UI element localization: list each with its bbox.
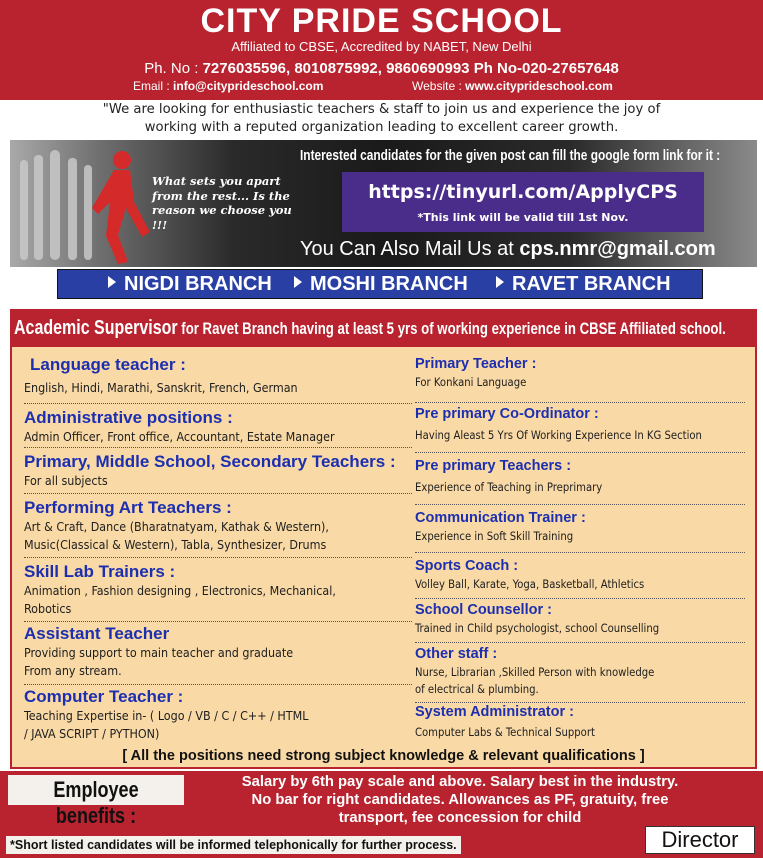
position-desc: For all subjects	[24, 473, 108, 488]
phone-list: 7276035596, 8010875992, 9860690993	[202, 60, 470, 77]
position-desc: Nurse, Librarian ,Skilled Person with knowledge of electrical & plumbing.	[415, 666, 655, 696]
position-item	[415, 553, 745, 599]
position-title: Primary Teacher :	[415, 356, 537, 372]
position-title: Pre primary Co-Ordinator :	[415, 406, 599, 422]
position-title: Sports Coach :	[415, 558, 519, 574]
positions-panel	[10, 309, 757, 769]
intro-text	[0, 101, 763, 137]
position-title: Computer Teacher :	[24, 687, 184, 706]
position-desc: Admin Officer, Front office, Accountant, Estate Manager	[24, 429, 335, 444]
position-item	[24, 494, 412, 558]
position-item	[415, 599, 745, 643]
position-desc: English, Hindi, Marathi, Sanskrit, French, German	[24, 380, 298, 395]
position-desc: Teaching Expertise in- ( Logo / VB / C / C++ / HTML / JAVA SCRIPT / PYTHON)	[24, 708, 309, 741]
position-desc: Computer Labs & Technical Support	[415, 726, 595, 739]
position-desc: Providing support to main teacher and graduate From any stream.	[24, 645, 294, 678]
triangle-right-icon	[496, 276, 504, 288]
phone-label: Ph. No :	[144, 60, 199, 77]
branch-moshi: MOSHI BRANCH	[294, 273, 468, 296]
position-item	[415, 505, 745, 553]
website-link[interactable]: www.cityprideschool.com	[465, 79, 613, 93]
position-item	[24, 404, 412, 448]
qualification-note: [ All the positions need strong subject knowledge & relevant qualifications ]	[122, 748, 645, 764]
intro-line-1: "We are looking for enthusiastic teachers & staff to join us and experience the joy of	[102, 102, 661, 117]
mail-prefix: You Can Also Mail Us at	[300, 238, 514, 260]
phone-numbers	[0, 58, 763, 80]
position-item	[24, 558, 412, 622]
position-item	[415, 453, 745, 505]
position-desc: Experience of Teaching in Preprimary	[415, 481, 603, 494]
benefits-label: Employee benefits :	[8, 775, 184, 805]
position-desc: Animation , Fashion designing , Electronics, Mechanical, Robotics	[24, 583, 336, 616]
right-positions-column	[415, 351, 745, 741]
link-validity-note: *This link will be valid till 1st Nov.	[417, 211, 629, 224]
position-title: Assistant Teacher	[24, 624, 170, 643]
position-title: System Administrator :	[415, 704, 574, 720]
position-item	[24, 685, 412, 743]
branch-ravet: RAVET BRANCH	[496, 273, 671, 296]
email-block	[133, 79, 323, 93]
school-name: CITY PRIDE SCHOOL	[200, 2, 563, 40]
mail-address[interactable]: cps.nmr@gmail.com	[519, 238, 716, 260]
position-desc: Having Aleast 5 Yrs Of Working Experience In KG Section	[415, 429, 702, 442]
position-desc: Volley Ball, Karate, Yoga, Basketball, Athletics	[415, 578, 645, 591]
mail-line	[300, 238, 716, 261]
left-positions-column	[24, 351, 412, 743]
apply-banner	[10, 140, 757, 267]
position-item	[24, 622, 412, 685]
email-link[interactable]: info@cityprideschool.com	[173, 79, 324, 93]
position-item	[415, 403, 745, 453]
position-item	[415, 703, 745, 741]
triangle-right-icon	[294, 276, 302, 288]
position-title: Administrative positions :	[24, 408, 233, 427]
director-signoff: Director	[645, 826, 755, 854]
apply-link[interactable]: https://tinyurl.com/ApplyCPS	[368, 181, 678, 203]
interested-text: Interested candidates for the given post can fill the google form link for it :	[300, 148, 721, 164]
position-title: Other staff :	[415, 646, 498, 662]
position-item	[415, 643, 745, 703]
affiliation: Affiliated to CBSE, Accredited by NABET, New Delhi	[231, 39, 532, 54]
running-figures-illustration	[10, 140, 160, 267]
phone2: 020-27657648	[522, 60, 619, 77]
benefits-text: Salary by 6th pay scale and above. Salary best in the industry. No bar for right candidates. Allowances as PF, gratuity, free transport, fee concession for child	[241, 774, 679, 826]
position-title: Language teacher :	[30, 355, 186, 374]
position-item	[24, 448, 412, 494]
position-title: Primary, Middle School, Secondary Teachers :	[24, 452, 396, 471]
banner-tagline: What sets you apart from the rest... Is the reason we choose you !!!	[152, 174, 292, 232]
position-title: Skill Lab Trainers :	[24, 562, 176, 581]
position-title: School Counsellor :	[415, 602, 552, 618]
branches-bar	[57, 269, 703, 299]
email-label: Email :	[133, 79, 170, 93]
position-title: Pre primary Teachers :	[415, 458, 572, 474]
supervisor-title: Academic Supervisor	[14, 317, 178, 339]
triangle-right-icon	[108, 276, 116, 288]
website-label: Website :	[412, 79, 462, 93]
position-desc: Experience in Soft Skill Training	[415, 530, 574, 543]
shortlist-note: *Short listed candidates will be informed telephonically for further process.	[6, 836, 461, 854]
position-desc: For Konkani Language	[415, 376, 527, 389]
branch-nigdi: NIGDI BRANCH	[108, 273, 272, 296]
supervisor-banner	[10, 309, 757, 347]
supervisor-detail: for Ravet Branch having at least 5 yrs of working experience in CBSE Affiliated school.	[177, 320, 726, 338]
position-title: Communication Trainer :	[415, 510, 586, 526]
apply-link-box[interactable]	[342, 172, 704, 232]
intro-line-2: working with a reputed organization leading to excellent career growth.	[144, 120, 619, 135]
position-desc: Trained in Child psychologist, school Counselling	[415, 622, 660, 635]
position-desc: Art & Craft, Dance (Bharatnatyam, Kathak & Western), Music(Classical & Western), Tabla, Synthesizer, Drums	[24, 519, 329, 552]
website-block	[412, 79, 613, 93]
phone2-label: Ph No-	[473, 60, 523, 77]
position-title: Performing Art Teachers :	[24, 498, 232, 517]
header	[0, 0, 763, 100]
position-item	[24, 351, 412, 404]
position-item	[415, 351, 745, 403]
